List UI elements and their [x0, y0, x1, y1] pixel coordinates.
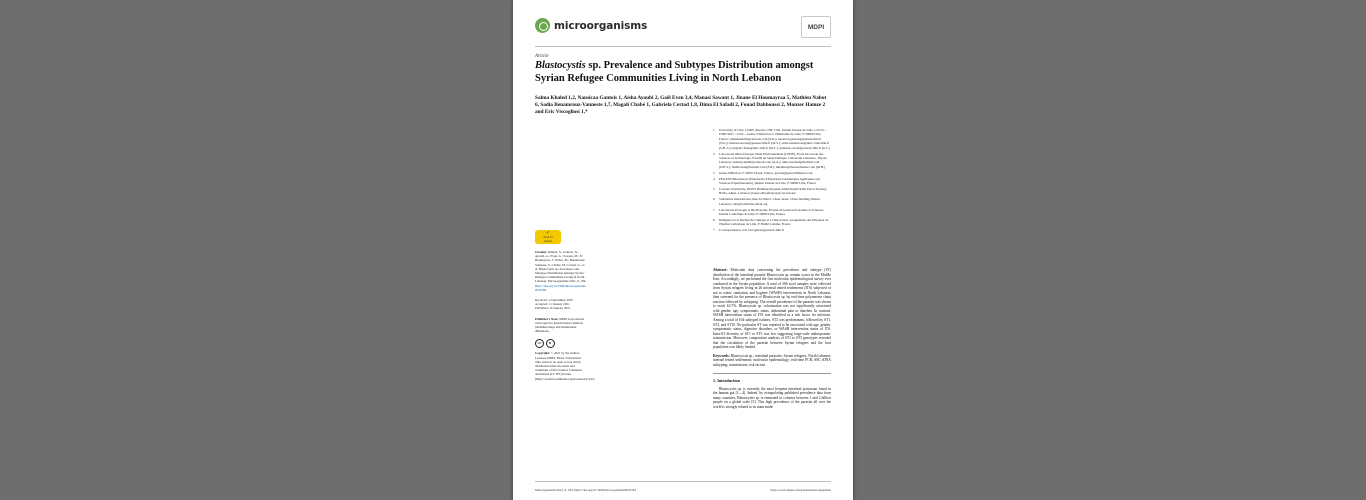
footer-citation: Microorganisms 2021, 9, 184. https://doi.org/10.3390/microorganisms9010184: [535, 488, 636, 492]
journal-header: [535, 18, 831, 44]
affiliation-text: Concern Worldwide, HOYS Building Riyadeh-Abdel Karim Rifai Petrol Station), Halba, Akkar, Lebanon; jinane.elhoumayraa@concern.net: [719, 186, 827, 196]
affiliation-number: 7: [713, 207, 715, 212]
citation-block: [535, 250, 587, 292]
doi-value[interactable]: microorganisms9010184: [535, 283, 586, 292]
affiliation-text: Correspondence: eric.viscogliosi@pasteur-lille.fr: [719, 228, 784, 233]
affiliation-text: Solidarités International, Rue Al Nahr's, Chaar street, Chaar building, Beirut, Lebanon; cdm@solidarites-liban.org: [719, 197, 821, 206]
article-body: [713, 268, 831, 413]
creative-commons-icons: [535, 339, 587, 348]
publishers-note-label: Publisher's Note:: [535, 316, 559, 321]
affiliation-text: Délégation à la Recherche Clinique et à l'Innovation, Groupement des Hôpitaux de l'Institut Catholique de Lille, F-59462 Lomme, France: [719, 217, 829, 227]
affiliation-number: 1: [713, 128, 715, 132]
title-line1-rest: sp. Prevalence and Subtypes Distribution amongst: [585, 60, 814, 71]
citation-text: Khaled, S.; Gantois, N.; Ayoubi, A.; Even, G.; Sawant, M.; El Houmayraa, J.; Nabot, M.; Benamrouz-Vanneste, S.; Chabé, M.; Certad, G.; et al. Blastocystis sp. Prevalence and Subtypes Distribution amongst Syrian Refugee Communities Living in North Lebanon. Microorganisms 2021, 9, 184.: [535, 250, 587, 284]
affiliation-number: 6: [713, 197, 715, 202]
affiliation-number: *: [713, 228, 715, 233]
affiliation-text: PEGASE-Biosciences (Plateforme d'Expertises Génomiques Appliquées aux Sciences Expérimentales), Institut Pasteur de Lille, F-59000 Lille, France: [719, 176, 821, 185]
published-date: Published: 16 January 2021: [535, 306, 571, 311]
sidebar-meta: [535, 250, 596, 387]
journal-name: microorganisms: [554, 19, 648, 32]
affiliation-item: [713, 187, 831, 196]
journal-logo: [535, 18, 647, 33]
paper-page: [513, 0, 853, 500]
affiliation-item: [713, 228, 831, 232]
affiliation-text: University of Lille, CNRS, Inserm, CHU Lille, Institut Pasteur de Lille, U1019—UMR 9017—CIIL—Centre d'Infection et d'Immunité de Lille, F-59000 Lille, France; salmakhaled9@outlook.com (S.K.); nausicaa.gantois@pasteur-lille.fr (N.G.); manasi.sawant@pasteur-lille.fr (M.S.); sadia.benamrouz@univ-catholille.fr (S.B.-V.); magali.chabe@univ-lille.fr (M.C.); gabriela.certad@pasteur-lille.fr (G.C.): [719, 128, 831, 150]
page-footer: [535, 488, 831, 492]
received-date: Received: 12 December 2020: [535, 298, 573, 303]
article-type: Article: [535, 54, 549, 59]
affiliation-number: 3: [713, 170, 715, 175]
mdpi-logo: MDPI: [801, 16, 831, 38]
keywords-text: Blastocystis sp.; intestinal parasites; Syrian refugees; North Lebanon; internal tented settlements; molecular epidemiology; real-time PCR; SSU rDNA subtyping; transmission; risk factors: [713, 353, 831, 367]
affiliation-item: [713, 152, 831, 170]
section-divider: [713, 373, 831, 374]
abstract-label: Abstract:: [713, 268, 728, 272]
dates-block: [535, 298, 587, 311]
abstract-paragraph: [713, 268, 831, 350]
cc-icon: cc: [535, 339, 544, 348]
page-title: [535, 60, 831, 85]
check-icon: ✓: [545, 231, 551, 237]
affiliation-item: [713, 197, 831, 206]
footer-divider: [535, 481, 831, 482]
check-badge-line2: updates: [544, 239, 552, 243]
affiliation-item: [713, 177, 831, 186]
title-line2: Syrian Refugee Communities Living in North Lebanon: [535, 72, 782, 84]
copyright-text: © 2021 by the authors. Licensee MDPI, Basel, Switzerland. This article is an open access article distributed under the terms and conditions of the Creative Commons Attribution (CC BY) license (https://creativecommons.org/licenses/by/4.0/).: [535, 351, 596, 381]
publishers-note-text: MDPI stays neutral with regard to jurisdictional claims in published maps and institutional affiliations.: [535, 316, 585, 334]
copyright-label: Copyright:: [535, 351, 551, 356]
affiliation-item: [713, 128, 831, 150]
abstract-text: Molecular data concerning the prevalence and subtype (ST) distribution of the intestinal parasite Blastocystis sp. remain scarce in the Middle East. Accordingly, we performed the first molecular epidemiological survey ever conducted in the Syrian population. A total of 306 stool samples were collected from Syrian refugees living in 26 informal tented settlements (ITS) subjected or not to water, sanitation, and hygiene (WASH) interventions in North Lebanon, then screened for the presence of Blastocystis sp. by real-time polymerase chain reaction followed by subtyping. The overall prevalence of the parasite was shown to reach 63.7%. Blastocystis sp. colonization was not significantly associated with gender, age, symptomatic status, abdominal pain or diarrhea. In contrast, WASH intervention status of ITS was identified as a risk factor for infection. Among a total of 164 subtyped isolates, ST3 was predominant, followed by ST1, ST2, and ST10. No particular ST was reported to be associated with age, gender, symptomatic status, digestive disorders, or WASH intervention status of ITS. Intra-ST diversity of ST1 to ST3 was low suggesting large-scale anthroponotic transmission. Moreover, comparative analysis of ST1 to ST3 genotypes revealed that the circulation of the parasite between Syrian refugees and the host population was likely limited.: [713, 268, 831, 350]
affiliation-number: 8: [713, 217, 715, 222]
microorganisms-circle-logo-icon: [535, 18, 550, 33]
keywords-paragraph: [713, 354, 831, 368]
affiliation-number: 5: [713, 186, 715, 191]
affiliation-item: [713, 208, 831, 217]
affiliation-item: [713, 171, 831, 175]
header-divider: [535, 46, 831, 47]
footer-journal-url[interactable]: https://www.mdpi.com/journal/microorganisms: [770, 488, 831, 492]
doi-label[interactable]: https://doi.org/10.3390/: [535, 283, 566, 288]
affiliation-item: [713, 218, 831, 227]
accepted-date: Accepted: 11 January 2021: [535, 302, 570, 307]
copyright-block: [535, 351, 596, 381]
affiliation-text: Laboratoire Ecologie et Biodiversité, Faculté de Gestion Economie et Sciences, Institut Catholique de Lille, F-59000 Lille, France: [719, 207, 825, 216]
publishers-note: [535, 317, 587, 334]
title-italic-genus: Blastocystis: [535, 60, 586, 71]
section-heading-introduction: 1. Introduction: [713, 378, 740, 384]
check-for-updates-badge[interactable]: [535, 230, 561, 244]
citation-label: Citation:: [535, 250, 548, 254]
author-list: Salma Khaled 1,2, Nausicaa Gantois 1, Aisha Ayoubi 2, Gaël Even 3,4, Manasi Sawant 1, Jinane El Houmayraa 5, Mathieu Nabot 6, Sadia Benamrouz-Vanneste 1,7, Magali Chabé 1, Gabriela Certad 1,8, Dima El Safadi 2, Fouad Dabboussi 2, Monzer Hamze 2 and Eric Viscogliosi 1,*: [535, 95, 827, 116]
affiliation-text: Laboratoire Microbiologie Santé Environnement (LMSE), Ecole Doctorale des Sciences et Technologie, Faculté de Santé Publique, Université Libanaise, Tripoli, Lebanon; aishaayoubi99@outlook.com (A.A.); dima.elsafadi@hotmail.com (D.E.S.); fdabboussi@hotmail.com (F.D.); mhamze@monzerhamze.com (M.H.): [719, 151, 828, 169]
keywords-label: Keywords:: [713, 353, 730, 358]
affiliation-text: Gènes Diffusion, F-59501 Douai, France; gevent@genesdiffusion.com: [719, 170, 813, 175]
affiliation-number: 4: [713, 176, 715, 181]
check-badge-line1: check for: [543, 236, 553, 240]
introduction-paragraph: Blastocystis sp. is currently the most frequent intestinal protozoan found in the human gut [1—4]. Indeed, by extrapolating published prevalence data from many countries, Blastocystis sp. is estimated to colonize between 1 and 2 billion people on a global scale [5]. This high prevalence of the parasite all over the world is strongly related to its main mode: [713, 386, 831, 409]
affiliation-number: 2: [713, 151, 715, 156]
affiliations: [713, 128, 831, 234]
by-icon: ●: [546, 339, 555, 348]
